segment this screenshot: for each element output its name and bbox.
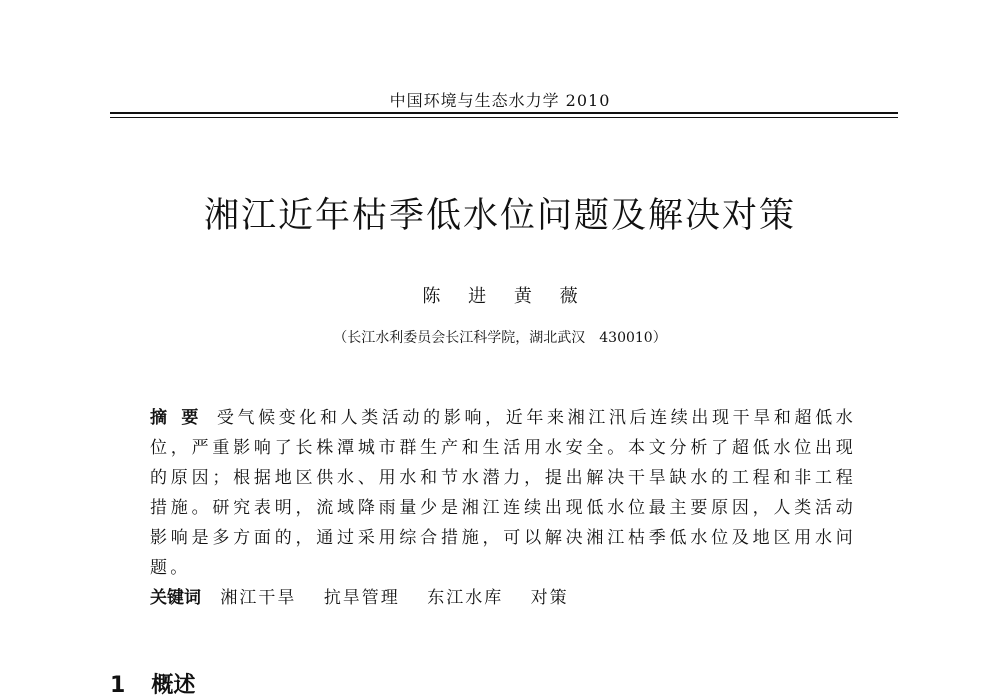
abstract: [150, 403, 856, 583]
keywords: [150, 583, 856, 613]
abstract-label: 摘要: [150, 408, 213, 428]
paper-title: 湘江近年枯季低水位问题及解决对策: [203, 196, 796, 236]
keyword: 抗旱管理: [323, 588, 400, 608]
keywords-label: 关键词: [150, 588, 201, 608]
section-title: 概述: [151, 673, 196, 698]
abstract-text: 受气候变化和人类活动的影响，近年来湘江汛后连续出现干旱和超低水位，严重影响了长株潭城市群生产和生活用水安全。本文分析了超低水位出现的原因；根据地区供水、用水和节水潜力，提出解决干旱缺水的工程和非工程措施。研究表明，流域降雨量少是湘江连续出现低水位最主要原因，人类活动影响是多方面的，通过采用综合措施，可以解决湘江枯季低水位及地区用水问题。: [150, 408, 857, 578]
header-rule: [110, 112, 898, 114]
authors: 陈 进 黄 薇: [422, 286, 578, 307]
section-number: 1: [110, 673, 126, 698]
keyword: 湘江干旱: [220, 588, 297, 608]
affiliation: （长江水利委员会长江科学院，湖北武汉 430010）: [333, 330, 667, 346]
keyword: 对策: [530, 588, 569, 608]
keyword: 东江水库: [427, 588, 504, 608]
header-rule-thin: [110, 117, 898, 118]
running-head: 中国环境与生态水力学 2010: [389, 91, 611, 110]
